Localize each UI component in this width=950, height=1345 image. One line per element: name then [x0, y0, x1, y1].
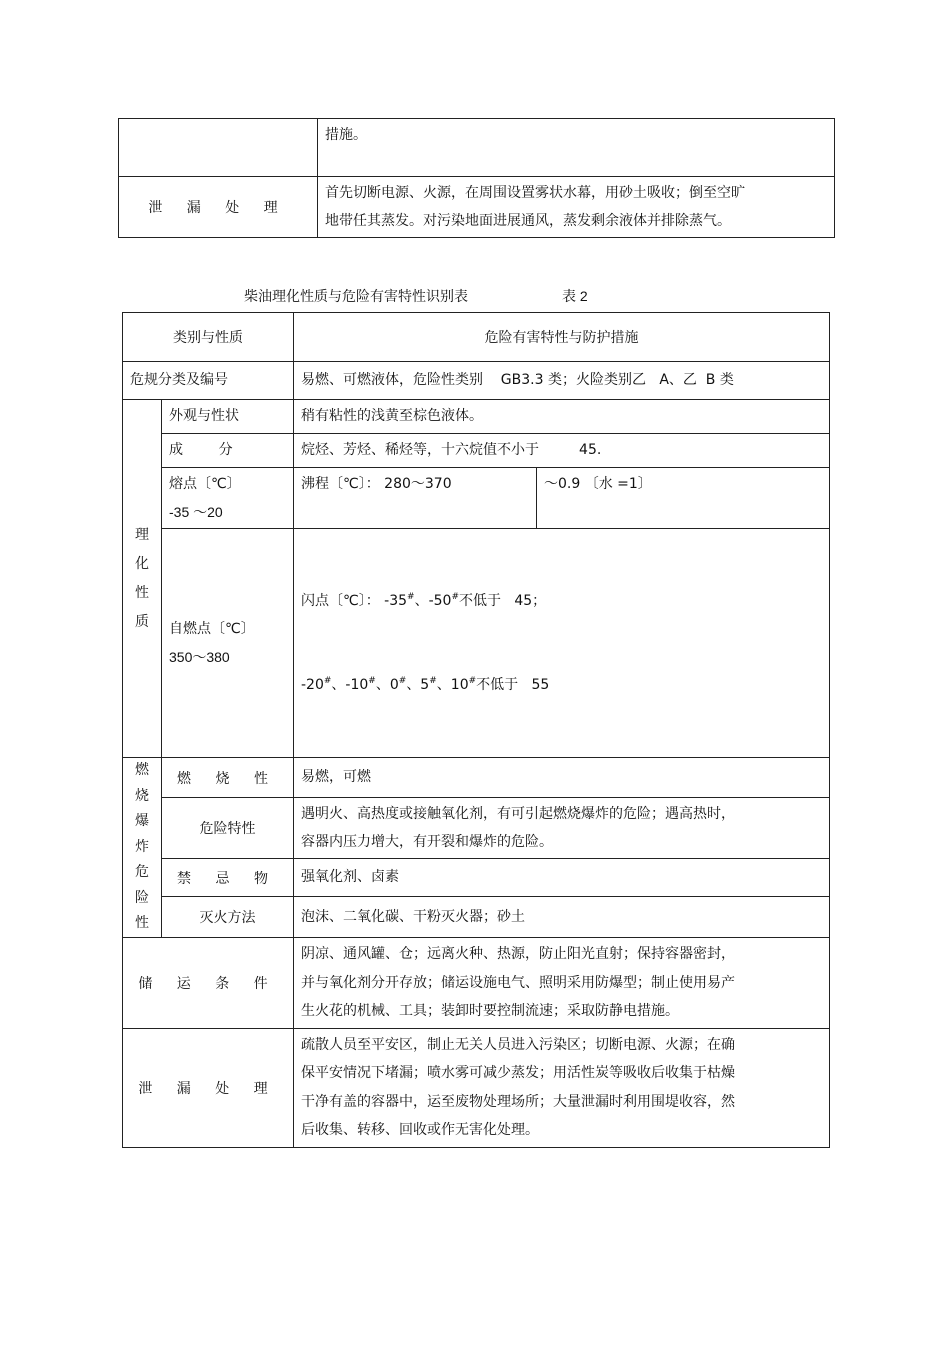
flashpoint-text: 、-10 [331, 677, 369, 693]
top-table [118, 118, 835, 238]
diesel-properties-table [122, 312, 830, 1148]
top-row1-text: 措施。 [325, 127, 367, 143]
fire-group-char: 危 [135, 864, 149, 881]
storage-line2: 并与氧化剂分开存放；储运设施电气、照明采用防爆型；制止使用易产 [301, 974, 735, 991]
phys-group-char: 理 [135, 526, 149, 543]
flashpoint-text: 闪点〔℃〕： -35 [301, 593, 408, 609]
table-caption-title: 柴油理化性质与危险有害特性识别表 [244, 289, 468, 305]
flammability-value: 易燃，可燃 [301, 769, 371, 785]
storage-value-cell [294, 938, 830, 1029]
melting-label: 熔点〔℃〕 [169, 476, 241, 492]
fire-group-char: 性 [135, 915, 149, 932]
leak-value-cell [294, 1028, 830, 1147]
taboo-value-cell [294, 859, 830, 897]
fire-group-char: 爆 [135, 813, 149, 830]
fire-group-cell [123, 758, 162, 938]
extinguish-value-cell [294, 897, 830, 938]
autoignition-value: 350～380 [169, 649, 230, 665]
grade-mark: # [398, 676, 407, 686]
fire-group-char: 烧 [135, 787, 149, 804]
header-left-cell [123, 313, 294, 362]
fire-group-char: 燃 [135, 762, 149, 779]
class-label: 危规分类及编号 [130, 372, 228, 388]
fire-group-char: 险 [135, 889, 149, 906]
boiling-cell [294, 468, 537, 529]
grade-mark: # [323, 676, 332, 686]
grade-mark: # [407, 592, 415, 602]
extinguish-value: 泡沫、二氧化碳、干粉灭火器；砂土 [301, 908, 525, 925]
leak-line2: 保平安情况下堵漏；喷水雾可减少蒸发；用活性炭等吸收后收集于枯燥 [301, 1065, 735, 1081]
grade-mark: # [368, 676, 376, 686]
extinguish-label-cell [162, 897, 294, 938]
flammability-label-cell [162, 758, 294, 798]
phys-group-char: 性 [135, 584, 149, 601]
top-leak-line2: 地带任其蒸发。对污染地面进展通风，蒸发剩余液体并排除蒸气。 [325, 213, 731, 229]
composition-value-cell [294, 434, 830, 468]
storage-label: 储 运 条 件 [138, 975, 278, 992]
leak-line3: 干净有盖的容器中，运至废物处理场所；大量泄漏时利用围堤收容，然 [301, 1093, 735, 1110]
leak-line4: 后收集、转移、回收或作无害化处理。 [301, 1122, 539, 1138]
appearance-label: 外观与性状 [169, 408, 239, 424]
appearance-value: 稍有粘性的浅黄至棕色液体。 [301, 408, 483, 424]
top-row1-label-cell [119, 119, 318, 177]
flammability-value-cell [294, 758, 830, 798]
flashpoint-text: 不低于 45； [459, 593, 547, 609]
flashpoint-text: 、10 [436, 677, 469, 693]
appearance-label-cell [162, 400, 294, 434]
header-right-cell [294, 313, 830, 362]
melting-value: -35 ～20 [169, 504, 223, 520]
flammability-label: 燃 烧 性 [177, 770, 278, 787]
boiling-value: 沸程〔℃〕： 280～370 [301, 476, 452, 492]
flashpoint-text: 、-50 [414, 593, 452, 609]
phys-group-cell [123, 400, 162, 758]
appearance-value-cell [294, 400, 830, 434]
leak-label: 泄 漏 处 理 [138, 1080, 278, 1097]
autoignition-label: 自燃点〔℃〕 [169, 621, 255, 637]
flashpoint-text: 不低于 55 [476, 677, 550, 693]
grade-mark: # [429, 676, 437, 686]
top-leak-label-cell [119, 177, 318, 238]
flashpoint-line1 [301, 587, 822, 615]
flashpoint-text: 、5 [406, 677, 430, 693]
hazard-label: 危险特性 [199, 821, 256, 837]
flashpoint-text: 、0 [375, 677, 399, 693]
header-left: 类别与性质 [173, 330, 243, 346]
taboo-label-cell [162, 859, 294, 897]
fire-group-char: 炸 [135, 838, 149, 855]
header-right: 危险有害特性与防护措施 [484, 330, 639, 346]
composition-label: 成 分 [169, 442, 233, 458]
top-leak-line1: 首先切断电源、火源，在周围设置雾状水幕，用砂土吸收；倒至空旷 [325, 185, 745, 201]
hazard-label-cell [162, 798, 294, 859]
hazard-line2: 容器内压力增大，有开裂和爆炸的危险。 [301, 834, 553, 850]
melting-cell [162, 468, 294, 529]
autoignition-cell [162, 529, 294, 758]
leak-line1: 疏散人员至平安区，制止无关人员进入污染区；切断电源、火源；在确 [301, 1036, 735, 1053]
hazard-line1: 遇明火、高热度或接触氧化剂，有可引起燃烧爆炸的危险；遇高热时， [301, 806, 735, 822]
flashpoint-text: -20 [301, 677, 324, 693]
composition-label-cell [162, 434, 294, 468]
class-value-cell [294, 362, 830, 400]
flashpoint-line2 [301, 671, 822, 699]
hazard-value-cell [294, 798, 830, 859]
density-value: ～0.9 〔水 =1〕 [544, 476, 652, 492]
storage-line1: 阴凉、通风罐、仓；远离火种、热源，防止阳光直射；保持容器密封， [301, 946, 735, 962]
class-label-cell [123, 362, 294, 400]
storage-line3: 生火花的机械、工具；装卸时要控制流速；采取防静电措施。 [301, 1003, 679, 1019]
grade-mark: # [468, 676, 477, 686]
density-cell [537, 468, 830, 529]
taboo-value: 强氧化剂、卤素 [301, 869, 399, 885]
top-leak-label: 泄 漏 处 理 [148, 200, 288, 216]
grade-mark: # [451, 592, 460, 602]
extinguish-label: 灭火方法 [199, 910, 256, 926]
phys-group-char: 质 [135, 613, 149, 630]
taboo-label: 禁 忌 物 [177, 870, 278, 887]
top-leak-value-cell [318, 177, 835, 238]
flashpoint-cell [294, 529, 830, 758]
storage-label-cell [123, 938, 294, 1029]
composition-value: 烷烃、芳烃、稀烃等，十六烷值不小于 45. [301, 442, 602, 458]
class-value: 易燃、可燃液体，危险性类别 GB3.3 类；火险类别乙 A、乙 B 类 [301, 372, 734, 388]
leak-label-cell [123, 1028, 294, 1147]
table-caption-number: 表 2 [562, 288, 588, 304]
top-row1-value-cell [318, 119, 835, 177]
phys-group-char: 化 [135, 555, 149, 572]
